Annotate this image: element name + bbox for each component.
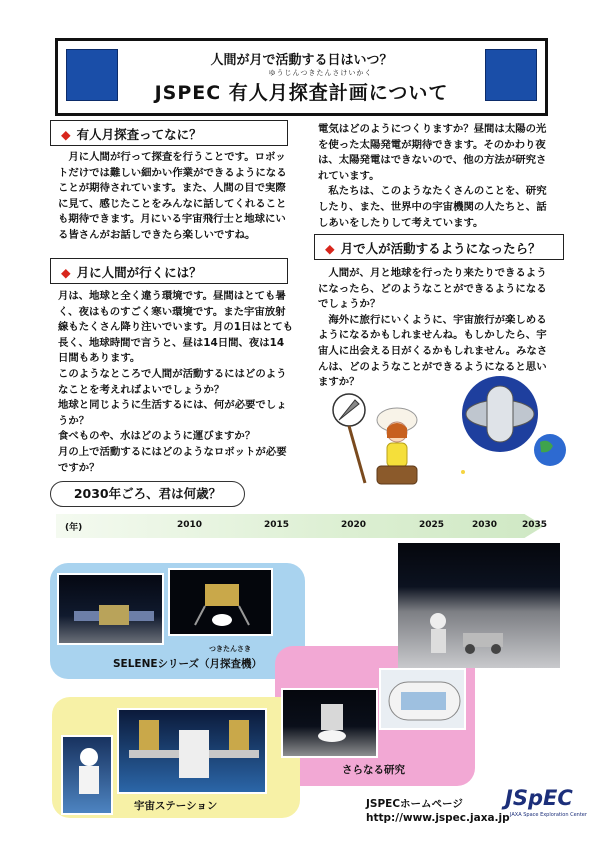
timeline-year: 2020 — [341, 520, 367, 530]
lunar-base-photo — [398, 543, 560, 668]
section-heading-2 — [50, 258, 288, 284]
timeline-year: 2035 — [522, 520, 548, 530]
habitat-icon — [381, 670, 466, 730]
section-heading-1 — [50, 120, 288, 146]
right-column-text: 電気はどのようにつくりますか？昼間は太陽の光を使った太陽発電が期待できます。そのかわり夜は、太陽発電はできないので、他の方法が研究されています。 私たちは、このようなたくさんのことを、研究したり、また、世界中の宇宙機関の人たちと、話しあいをしたりして考えています。 — [318, 123, 547, 229]
spacewalk-photo — [61, 735, 113, 815]
timeline-bar — [56, 514, 544, 538]
station-icon — [119, 710, 267, 794]
timeline-year: 2010 — [177, 520, 203, 530]
section-body-2: 月は、地球と全く違う環境です。昼間はとても暑く、夜はものすごく寒い環境です。また宇宙放射線もたくさん降り注いでいます。月の1日はとても長く、地球時間で言うと、昼は14日間、夜は14日間もあります。 このようなところで人間が活動するにはどのようなことを考えればよいでしょうか？ 地球と同じように生活するには、何が必要でしょうか？ 食べものや、水はどのように運びますか？ 月の上で活動するにはどのようなロボットが必要ですか？ — [58, 290, 293, 474]
space-station-photo — [117, 708, 267, 794]
lander-icon — [170, 570, 273, 636]
timeline-year: 2025 — [419, 520, 445, 530]
research-lander-photo — [281, 688, 378, 758]
astronaut-icon — [398, 543, 560, 668]
diamond-icon: ◆ — [325, 241, 335, 256]
age-question: 2030年ごろ、君は何歳？ — [50, 481, 245, 507]
diamond-icon: ◆ — [61, 127, 71, 142]
selene-orbiter-photo — [57, 573, 164, 645]
timeline-year: 2030 — [472, 520, 498, 530]
jspec-logo-sub: JAXA Space Exploration Center — [510, 812, 587, 818]
research-caption: さらなる研究 — [342, 764, 405, 776]
page-title: JSPEC 有人月探査計画について — [154, 82, 449, 104]
section-heading-1-text: 有人月探査ってなに？ — [76, 127, 202, 142]
girl-illustration — [325, 388, 435, 488]
module-icon — [283, 690, 378, 758]
section-heading-2-text: 月に人間が行くには？ — [76, 265, 202, 280]
homepage-url[interactable]: http://www.jspec.jaxa.jp — [366, 812, 510, 824]
selene-ruby: つきたんさき — [209, 645, 251, 653]
page-header — [55, 38, 548, 116]
space-illustration — [445, 372, 570, 482]
homepage-label: JSPECホームページ — [366, 798, 463, 810]
station-caption: 宇宙ステーション — [134, 800, 218, 812]
research-habitat-photo — [379, 668, 466, 730]
timeline-year: 2015 — [264, 520, 290, 530]
selene-lander-photo — [168, 568, 273, 636]
header-ruby: ゆうじんつきたんさけいかく — [268, 69, 373, 77]
satellite-icon — [59, 575, 164, 645]
spacewalk-astronaut-icon — [63, 737, 113, 815]
section-heading-3 — [314, 234, 564, 260]
jspec-logo: JSpEC — [505, 786, 573, 810]
section-body-3: 人間が、月と地球を行ったり来たりできるようになったら、どのようなことができるようになるでしょうか？ 海外に旅行にいくように、宇宙旅行が楽しめるようになるかもしれませんね。もしかしたら、宇宙人に出会える日がくるかもしれません。みなさんは、どのようなことができるようになると思いますか？ — [318, 267, 548, 389]
timeline-unit: (年) — [65, 523, 83, 533]
selene-caption: SELENEシリーズ（月探査機） — [113, 658, 263, 670]
section-body-1: 月に人間が行って探査を行うことです。ロボットだけでは難しい細かい作業ができるようになることが期待されています。また、人間の目で実際に見て、感じたことをみんなに話してくれることも期待できます。月にいる宇宙飛行士と地球にいる皆さんがお話しできたら楽しいですね。 — [58, 151, 287, 241]
diamond-icon: ◆ — [61, 265, 71, 280]
header-subtitle: 人間が月で活動する日はいつ？ — [210, 53, 393, 68]
section-heading-3-text: 月で人が活動するようになったら？ — [340, 241, 541, 256]
